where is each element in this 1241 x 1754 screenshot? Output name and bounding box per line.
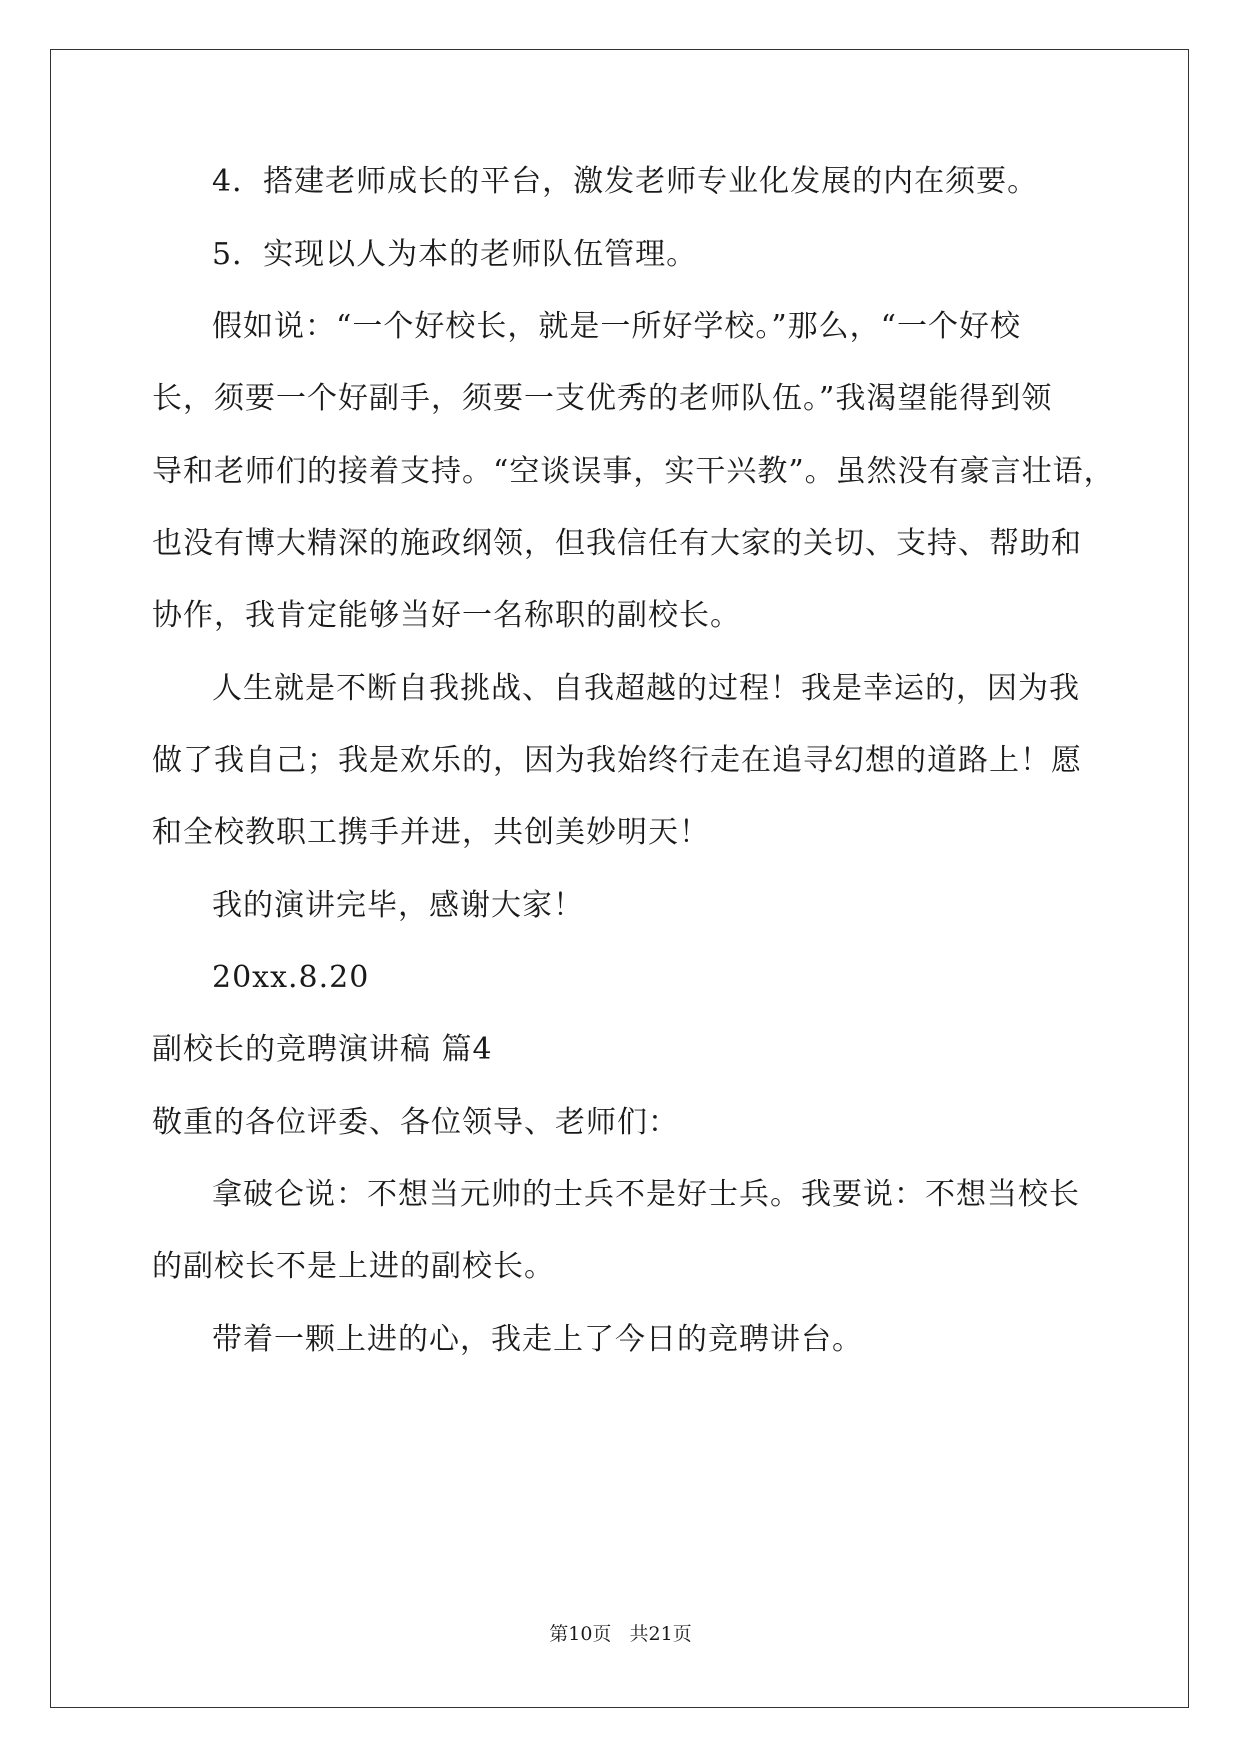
- paragraph-line: 做了我自己；我是欢乐的，因为我始终行走在追寻幻想的道路上！愿: [152, 743, 1082, 778]
- page-border: [50, 49, 1189, 1708]
- paragraph-line: 导和老师们的接着支持。“空谈误事，实干兴教”。虽然没有豪言壮语，: [152, 454, 1115, 489]
- page-number-footer: 第10页 共21页: [549, 1623, 692, 1645]
- paragraph-line: 和全校教职工携手并进，共创美妙明天！: [152, 815, 710, 850]
- salutation-line: 敬重的各位评委、各位领导、老师们：: [152, 1105, 679, 1140]
- section-heading: 副校长的竞聘演讲稿 篇4: [152, 1032, 493, 1067]
- paragraph-line: 长，须要一个好副手，须要一支优秀的老师队伍。”我渴望能得到领: [152, 381, 1053, 416]
- date-line: 20xx.8.20: [212, 960, 370, 995]
- paragraph-line: 拿破仑说：不想当元帅的士兵不是好士兵。我要说：不想当校长: [212, 1177, 1080, 1212]
- paragraph-line: 的副校长不是上进的副校长。: [152, 1249, 555, 1284]
- paragraph-line: 人生就是不断自我挑战、自我超越的过程！我是幸运的，因为我: [212, 671, 1080, 706]
- paragraph-line: 假如说：“一个好校长，就是一所好学校。”那么，“一个好校: [212, 309, 1022, 344]
- paragraph-line: 我的演讲完毕，感谢大家！: [212, 888, 584, 923]
- paragraph-line: 4．搭建老师成长的平台，激发老师专业化发展的内在须要。: [212, 164, 1039, 199]
- paragraph-line: 5．实现以人为本的老师队伍管理。: [212, 237, 698, 272]
- paragraph-line: 协作，我肯定能够当好一名称职的副校长。: [152, 598, 741, 633]
- paragraph-line: 也没有博大精深的施政纲领，但我信任有大家的关切、支持、帮助和: [152, 526, 1082, 561]
- paragraph-line: 带着一颗上进的心，我走上了今日的竞聘讲台。: [212, 1322, 863, 1357]
